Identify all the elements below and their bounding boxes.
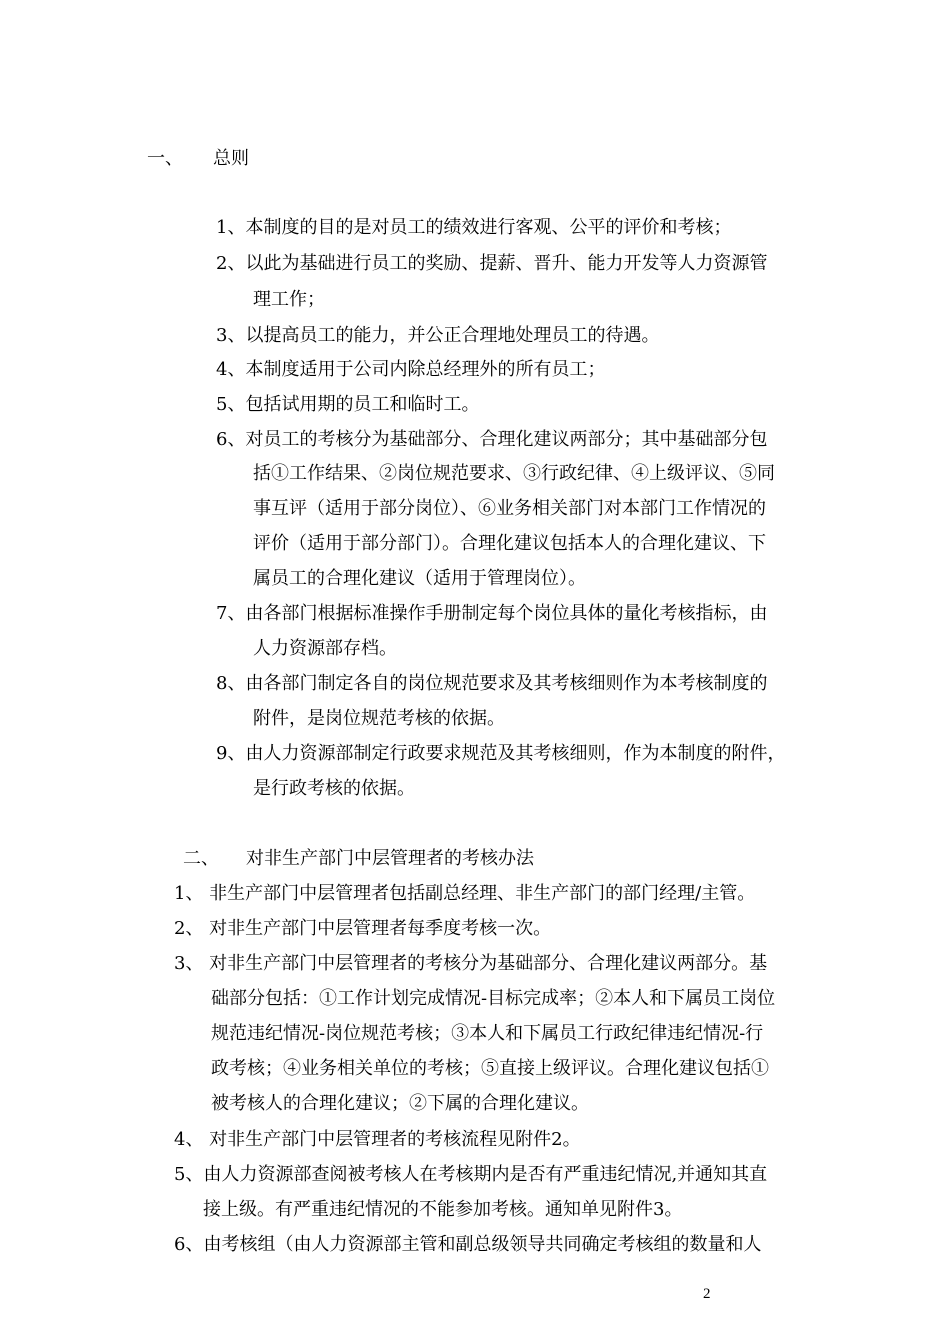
section-2-line: 被考核人的合理化建议；②下属的合理化建议。 <box>211 1093 589 1114</box>
section-1-line: 附件，是岗位规范考核的依据。 <box>253 708 505 729</box>
section-2-line: 2、 对非生产部门中层管理者每季度考核一次。 <box>174 918 552 939</box>
section-2-line: 4、 对非生产部门中层管理者的考核流程见附件2。 <box>174 1129 581 1150</box>
section-1-line: 9、由人力资源部制定行政要求规范及其考核细则，作为本制度的附件， <box>216 743 786 764</box>
section-2-line: 政考核；④业务相关单位的考核；⑤直接上级评议。合理化建议包括① <box>211 1058 769 1079</box>
section-2-line: 3、 对非生产部门中层管理者的考核分为基础部分、合理化建议两部分。基 <box>174 953 768 974</box>
section-2-title: 对非生产部门中层管理者的考核办法 <box>246 848 534 869</box>
section-1-line: 1、本制度的目的是对员工的绩效进行客观、公平的评价和考核； <box>216 217 732 238</box>
section-1-line: 评价（适用于部分部门）。合理化建议包括本人的合理化建议、下 <box>253 533 766 554</box>
section-1-line: 属员工的合理化建议（适用于管理岗位）。 <box>253 568 586 589</box>
section-2-line: 础部分包括：①工作计划完成情况-目标完成率；②本人和下属员工岗位 <box>211 988 776 1009</box>
section-1-line: 7、由各部门根据标准操作手册制定每个岗位具体的量化考核指标，由 <box>216 603 768 624</box>
section-1-line: 理工作； <box>253 289 325 310</box>
section-1-line: 事互评（适用于部分岗位）、⑥业务相关部门对本部门工作情况的 <box>253 498 766 519</box>
section-1-line: 5、包括试用期的员工和临时工。 <box>216 394 480 415</box>
section-1-line: 2、以此为基础进行员工的奖励、提薪、晋升、能力开发等人力资源管 <box>216 253 768 274</box>
section-2-line: 接上级。有严重违纪情况的不能参加考核。通知单见附件3。 <box>203 1199 683 1220</box>
section-1-number: 一、 <box>147 148 183 169</box>
page-number: 2 <box>703 1286 711 1302</box>
section-1-line: 6、对员工的考核分为基础部分、合理化建议两部分；其中基础部分包 <box>216 429 768 450</box>
section-1-title: 总则 <box>213 148 249 169</box>
section-1-line: 3、以提高员工的能力，并公正合理地处理员工的待遇。 <box>216 325 660 346</box>
section-1-line: 8、由各部门制定各自的岗位规范要求及其考核细则作为本考核制度的 <box>216 673 768 694</box>
section-1-line: 人力资源部存档。 <box>253 638 397 659</box>
section-1-line: 4、本制度适用于公司内除总经理外的所有员工； <box>216 359 606 380</box>
section-2-number: 二、 <box>183 848 219 869</box>
section-2-line: 5、由人力资源部查阅被考核人在考核期内是否有严重违纪情况,并通知其直 <box>174 1164 768 1185</box>
section-2-line: 1、 非生产部门中层管理者包括副总经理、非生产部门的部门经理/主管。 <box>174 883 756 904</box>
section-2-line: 规范违纪情况-岗位规范考核；③本人和下属员工行政纪律违纪情况-行 <box>211 1023 764 1044</box>
section-1-line: 是行政考核的依据。 <box>253 778 415 799</box>
section-1-line: 括①工作结果、②岗位规范要求、③行政纪律、④上级评议、⑤同 <box>253 463 775 484</box>
section-2-line: 6、由考核组（由人力资源部主管和副总级领导共同确定考核组的数量和人 <box>174 1234 762 1255</box>
